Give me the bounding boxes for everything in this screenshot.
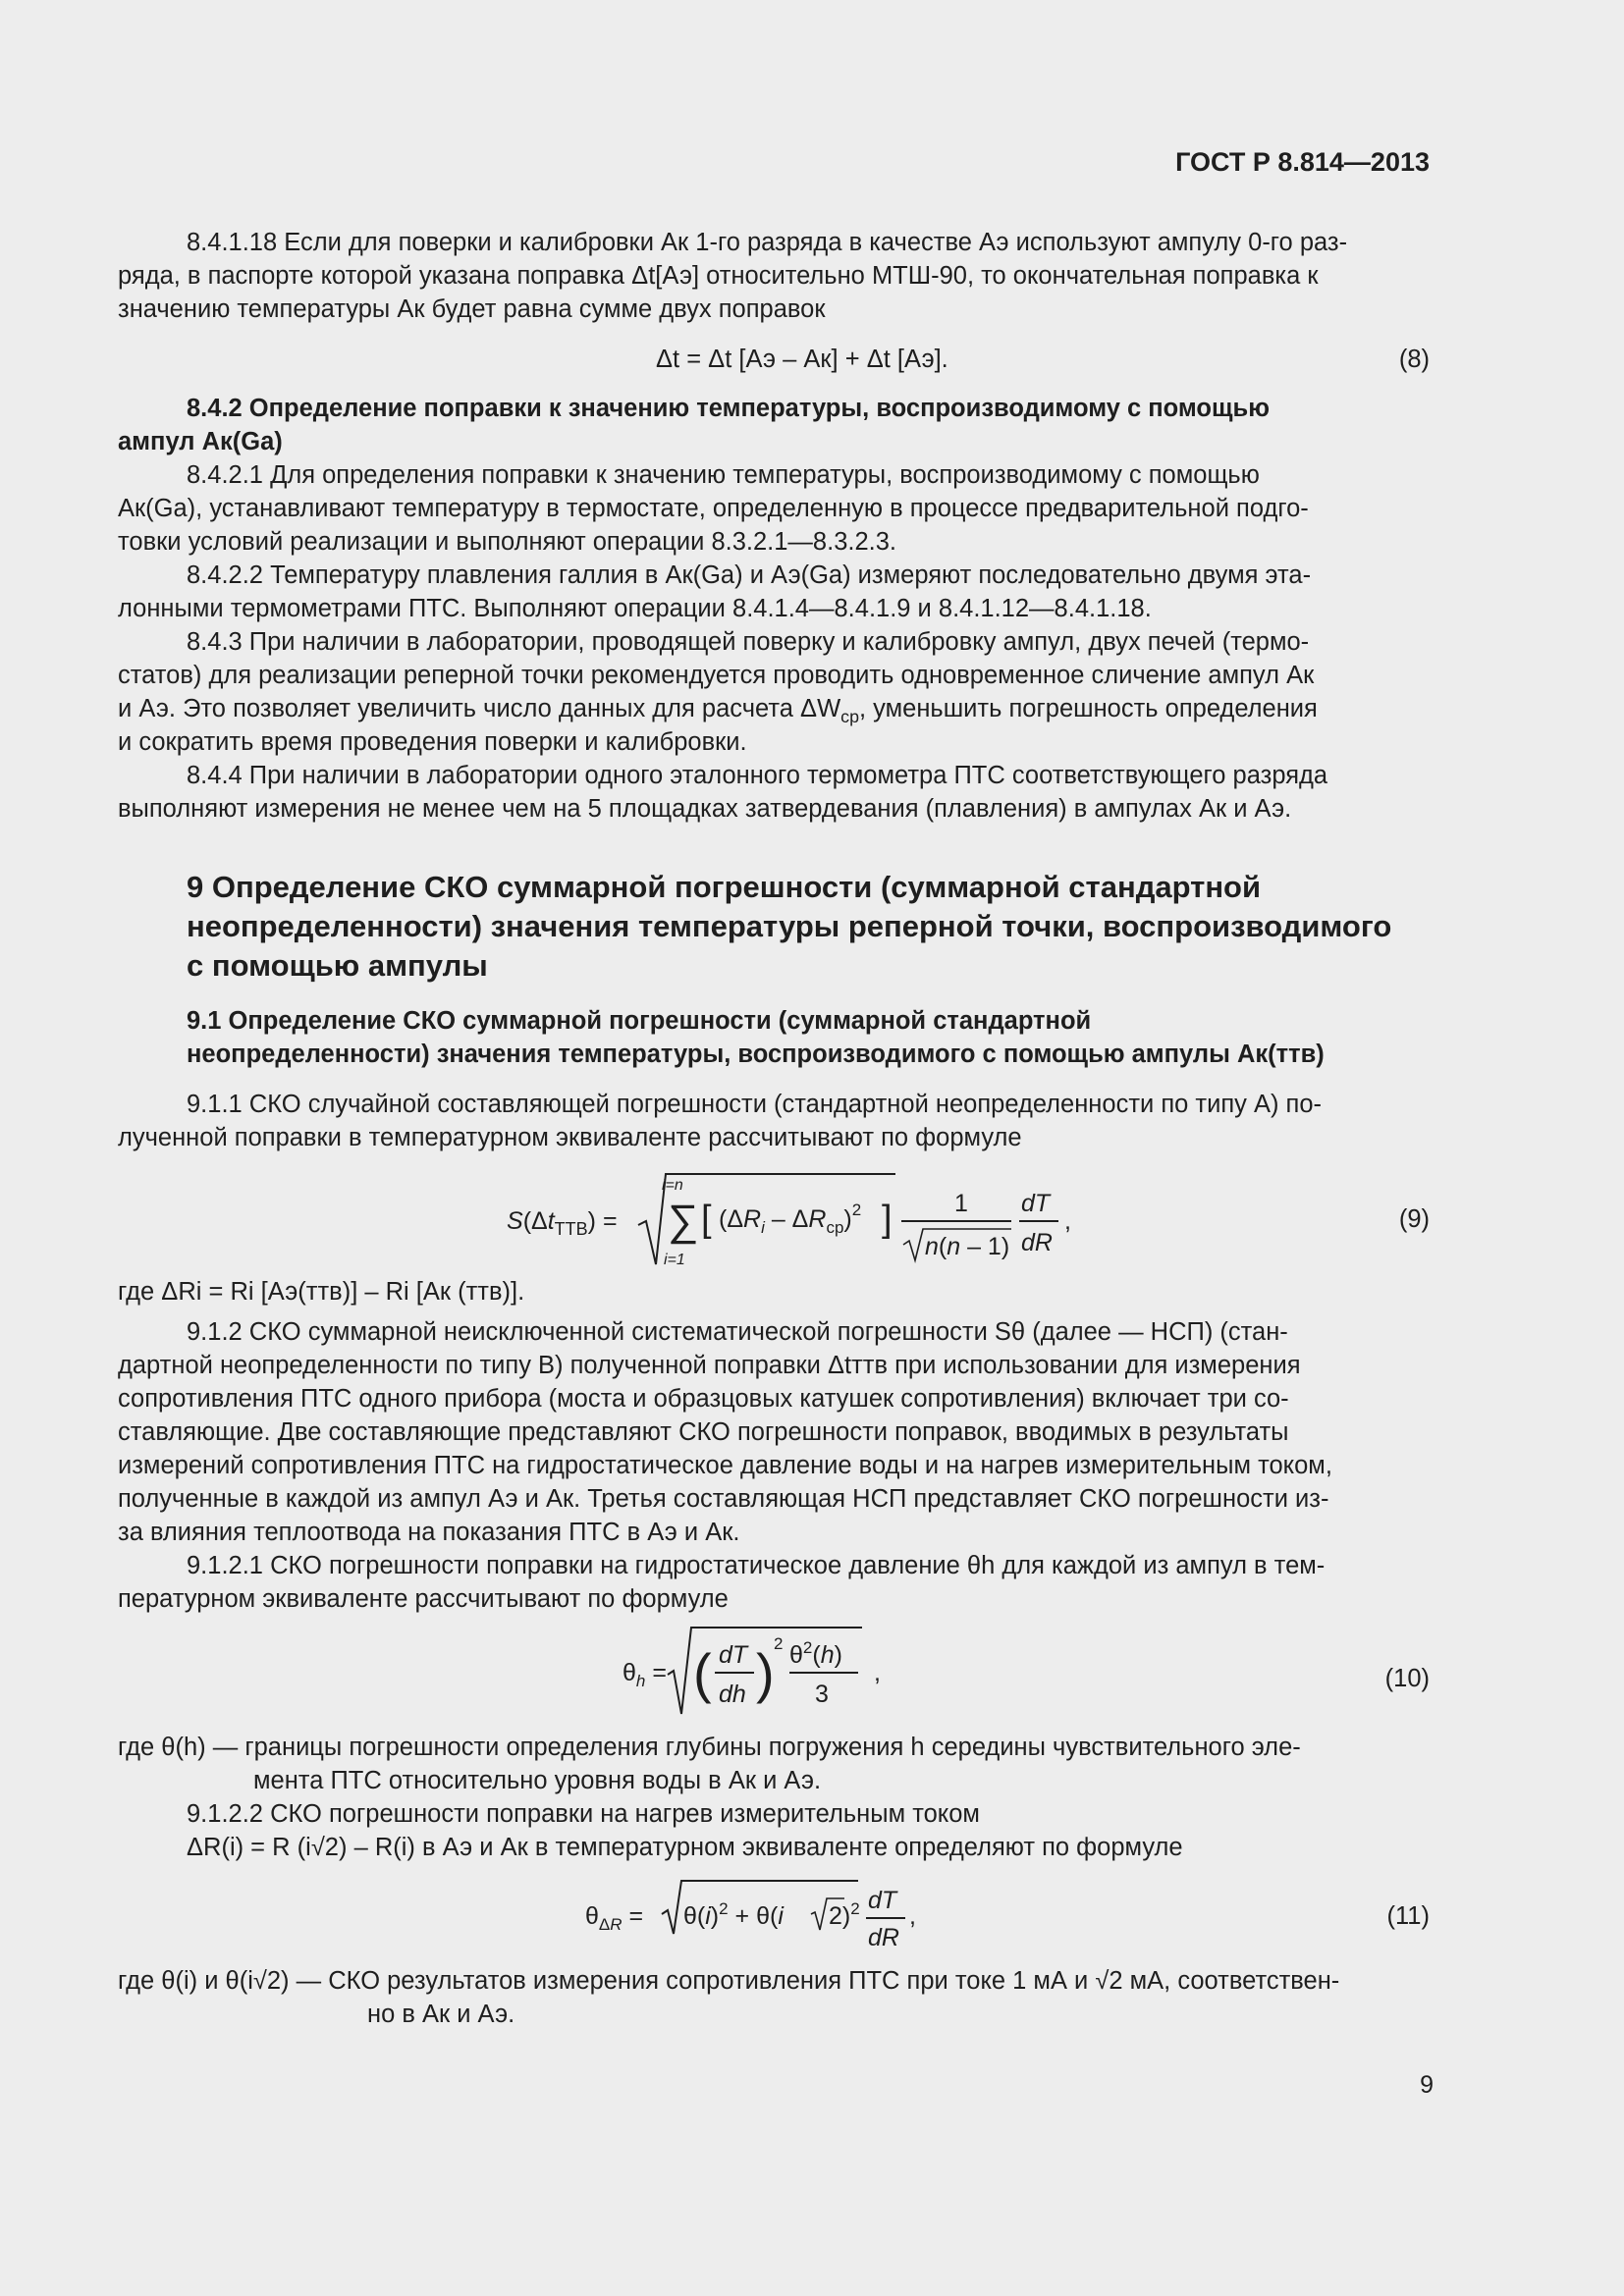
heading-9-1-line1: 9.1 Определение СКО суммарной погрешности (суммарной стандартной xyxy=(187,1007,1092,1035)
para-9-1-2-2-line2: ΔR(i) = R (i√2) – R(i) в Аэ и Ак в температурном эквиваленте определяют по формуле xyxy=(187,1834,1183,1861)
para-9-1-1-line1: 9.1.1 СКО случайной составляющей погрешности (стандартной неопределенности по типу А) по- xyxy=(187,1091,1323,1118)
equation-10-formula xyxy=(609,1620,903,1728)
svg-text:dT: dT xyxy=(868,1887,897,1914)
para-9-1-2-line3: сопротивления ПТС одного прибора (моста и образцовых катушек сопротивления) включает три со- xyxy=(118,1385,1289,1413)
svg-text:,: , xyxy=(909,1902,916,1930)
svg-text:): ) xyxy=(756,1642,775,1704)
where-9-text: где ΔRi = Ri [Аэ(ттв)] – Ri [Ак (ттв)]. xyxy=(118,1278,525,1306)
document-header: ГОСТ Р 8.814—2013 xyxy=(1175,147,1430,177)
para-8-4-2-1-line2: Ак(Ga), устанавливают температуру в термостате, определенную в процессе предварительной подго- xyxy=(118,495,1309,522)
para-8-4-3-line2: статов) для реализации реперной точки рекомендуется проводить одновременное сличение ампул Ак xyxy=(118,662,1315,689)
para-8-4-3-line3-b: , уменьшить погрешность определения xyxy=(859,695,1318,722)
para-9-1-2-line5: измерений сопротивления ПТС на гидростатическое давление воды и на нагрев измерительным током, xyxy=(118,1452,1332,1479)
equation-10-number: (10) xyxy=(1384,1665,1430,1692)
para-9-1-2-1-line2: пературном эквиваленте рассчитывают по формуле xyxy=(118,1585,729,1613)
svg-text:θ2(h): $\theta^2(h)$ xyxy=(789,1638,842,1669)
svg-text:θΔR =: $\theta_\Delta R$ = xyxy=(585,1902,644,1934)
svg-text:2)2: 2)$^2$ xyxy=(829,1899,860,1930)
para-9-1-2-2-line1: 9.1.2.2 СКО погрешности поправки на нагрев измерительным током xyxy=(187,1800,980,1828)
svg-text:i=1: i=1 xyxy=(664,1252,685,1268)
svg-text:dT: dT xyxy=(1021,1190,1051,1217)
heading-8-4-2-line2: ампул Ак(Ga) xyxy=(118,428,283,455)
para-8-4-2-2-line1: 8.4.2.2 Температуру плавления галлия в Ак(Ga) и Аэ(Ga) измеряют последовательно двумя эта- xyxy=(187,561,1312,589)
svg-text:dR: dR xyxy=(1021,1229,1053,1256)
svg-text:i=n: i=n xyxy=(662,1177,683,1194)
heading-8-4-2-line1: 8.4.2 Определение поправки к значению температуры, воспроизводимому с помощью xyxy=(187,395,1270,422)
para-8-4-1-18-line1: 8.4.1.18 Если для поверки и калибровки Ак 1-го разряда в качестве Аэ используют ампулу 0-го раз- xyxy=(187,229,1348,256)
para-8-4-2-1-line3: товки условий реализации и выполняют операции 8.3.2.1—8.3.2.3. xyxy=(118,528,897,556)
svg-text:dR: dR xyxy=(868,1924,899,1951)
para-9-1-2-line6: полученные в каждой из ампул Аэ и Ак. Третья составляющая НСП представляет СКО погрешности из- xyxy=(118,1485,1329,1513)
svg-text:(: ( xyxy=(693,1642,712,1704)
para-9-1-2-line4: ставляющие. Две составляющие представляют СКО погрешности поправок, вводимых в результаты xyxy=(118,1418,1289,1446)
page-number: 9 xyxy=(1420,2071,1434,2099)
svg-text:S(ΔtТТВ) =: $S(\Delta t_{ТТВ})$ = xyxy=(507,1207,618,1239)
para-9-1-1-line2: лученной поправки в температурном эквиваленте рассчитывают по формуле xyxy=(118,1124,1022,1151)
heading-9-line1: 9 Определение СКО суммарной погрешности (суммарной стандартной xyxy=(187,870,1262,904)
equation-11-formula xyxy=(579,1875,933,1963)
para-8-4-2-2-line2: лонными термометрами ПТС. Выполняют операции 8.4.1.4—8.4.1.9 и 8.4.1.12—8.4.1.18. xyxy=(118,595,1152,622)
para-8-4-1-18-line3: значению температуры Ак будет равна сумме двух поправок xyxy=(118,295,826,323)
svg-text:[: [ xyxy=(701,1199,712,1240)
heading-9-line3: с помощью ампулы xyxy=(187,948,488,983)
svg-text:3: 3 xyxy=(815,1681,829,1708)
svg-text:θh =: $\theta_h$ = xyxy=(623,1659,667,1690)
heading-9-1-line2: неопределенности) значения температуры, воспроизводимого с помощью ампулы Ак(ттв) xyxy=(187,1041,1325,1068)
svg-text:∑: ∑ xyxy=(668,1197,699,1245)
para-8-4-2-1-line1: 8.4.2.1 Для определения поправки к значению температуры, воспроизводимому с помощью xyxy=(187,461,1260,489)
para-8-4-3-line3-sub: ср xyxy=(840,707,859,727)
equation-11-number: (11) xyxy=(1386,1902,1430,1930)
equation-9-number: (9) xyxy=(1398,1205,1430,1233)
svg-text:dh: dh xyxy=(719,1681,746,1708)
heading-9-line2: неопределенности) значения температуры реперной точки, воспроизводимого xyxy=(187,909,1392,943)
svg-text:,: , xyxy=(1064,1207,1071,1235)
where-10-line2: мента ПТС относительно уровня воды в Ак и Аэ. xyxy=(253,1767,822,1794)
equation-8: Δt = Δt [Аэ – Ак] + Δt [Аэ]. xyxy=(656,346,948,373)
where-11-line2: но в Ак и Аэ. xyxy=(367,2001,515,2028)
para-8-4-3-line4: и сократить время проведения поверки и калибровки. xyxy=(118,728,747,756)
svg-text:n(n – 1): n(n – 1) xyxy=(925,1233,1010,1260)
para-8-4-3-line3-a: и Аэ. Это позволяет увеличить число данных для расчета ΔW xyxy=(118,695,841,722)
equation-9-formula xyxy=(491,1166,1119,1284)
where-10-line1: где θ(h) — границы погрешности определения глубины погружения h середины чувствительного эле- xyxy=(118,1734,1301,1761)
para-9-1-2-line1: 9.1.2 СКО суммарной неисключенной систематической погрешности Sθ (далее — НСП) (стан- xyxy=(187,1318,1288,1346)
svg-text:(ΔRi – ΔRср)2: $(\Delta R_i - \Delta R_{ср})^2$ xyxy=(719,1201,862,1237)
para-8-4-1-18-line2: ряда, в паспорте которой указана поправка Δt[Аэ] относительно МТШ-90, то окончательная поправка к xyxy=(118,262,1319,290)
where-11-line1: где θ(i) и θ(i√2) — СКО результатов измерения сопротивления ПТС при токе 1 мА и √2 мА, соответствен- xyxy=(118,1967,1340,1995)
svg-text:1: 1 xyxy=(954,1190,968,1217)
para-9-1-2-line7: за влияния теплоотвода на показания ПТС в Аэ и Ак. xyxy=(118,1519,740,1546)
equation-8-number: (8) xyxy=(1398,346,1430,373)
svg-text:dT: dT xyxy=(719,1641,748,1669)
svg-text:]: ] xyxy=(882,1199,893,1240)
svg-text:,: , xyxy=(874,1659,881,1686)
svg-text:2: 2 xyxy=(774,1634,784,1653)
para-8-4-4-line2: выполняют измерения не менее чем на 5 площадках затвердевания (плавления) в ампулах Ак и Аэ. xyxy=(118,795,1292,823)
para-9-1-2-line2: дартной неопределенности по типу В) полученной поправки Δtттв при использовании для измерения xyxy=(118,1352,1301,1379)
para-8-4-3-line1: 8.4.3 При наличии в лаборатории, проводящей поверку и калибровку ампул, двух печей (термо- xyxy=(187,628,1310,656)
para-8-4-4-line1: 8.4.4 При наличии в лаборатории одного эталонного термометра ПТС соответствующего разряда xyxy=(187,762,1328,789)
para-9-1-2-1-line1: 9.1.2.1 СКО погрешности поправки на гидростатическое давление θh для каждой из ампул в тем- xyxy=(187,1552,1326,1579)
svg-text:θ(i)2 + θ(i: $\theta(i)^2 + \theta(i$ xyxy=(683,1899,784,1930)
